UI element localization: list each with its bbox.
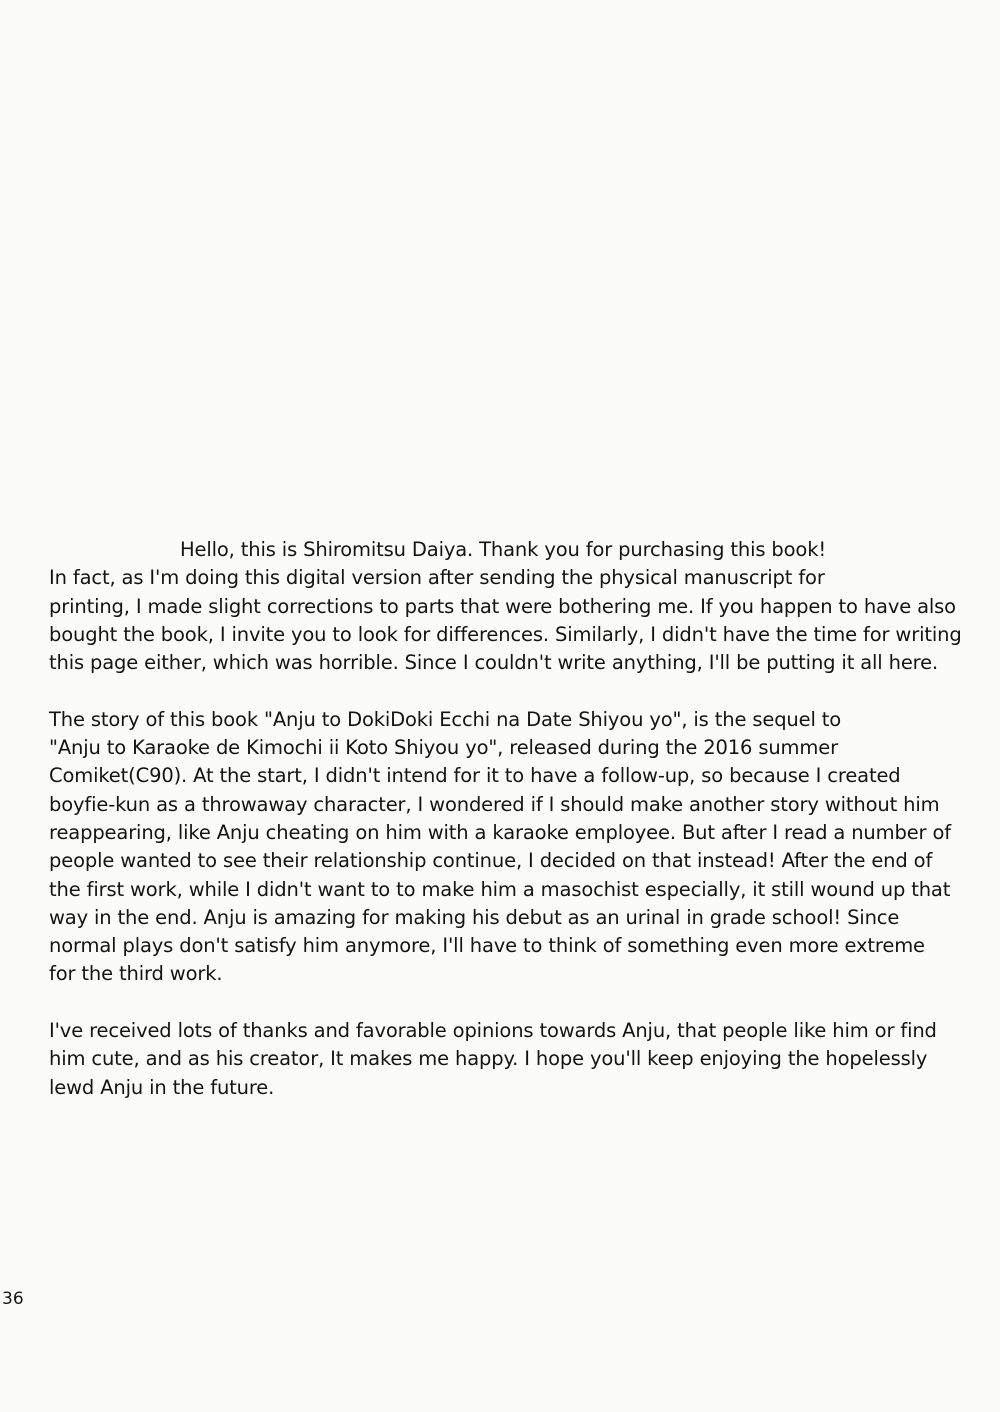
text-line: normal plays don't satisfy him anymore, I'll have to think of something even more extreme	[49, 934, 925, 958]
text-line: Comiket(C90). At the start, I didn't intend for it to have a follow-up, so because I created	[49, 764, 901, 788]
paragraph-spacer	[49, 989, 969, 1017]
text-line: bought the book, I invite you to look for differences. Similarly, I didn't have the time for writing	[49, 622, 962, 646]
text-line: printing, I made slight corrections to parts that were bothering me. If you happen to have also	[49, 594, 956, 618]
text-line: In fact, as I'm doing this digital version after sending the physical manuscript for	[49, 566, 825, 590]
text-line: way in the end. Anju is amazing for making his debut as an urinal in grade school! Since	[49, 905, 900, 929]
text-line: him cute, and as his creator, It makes me happy. I hope you'll keep enjoying the hopelessly	[49, 1047, 928, 1071]
text-line: reappearing, like Anju cheating on him with a karaoke employee. But after I read a number of	[49, 820, 951, 844]
paragraph-story	[49, 706, 969, 989]
text-line: The story of this book "Anju to DokiDoki Ecchi na Date Shiyou yo", is the sequel to	[49, 707, 842, 731]
text-line: Hello, this is Shiromitsu Daiya. Thank you for purchasing this book!	[180, 538, 827, 561]
page-number: 36	[2, 1289, 24, 1309]
paragraph-thanks	[49, 1017, 969, 1102]
text-line: boyfie-kun as a throwaway character, I wondered if I should make another story without him	[49, 792, 940, 816]
text-line: people wanted to see their relationship continue, I decided on that instead! After the end of	[49, 849, 933, 873]
paragraph-spacer	[49, 677, 969, 705]
paragraph-greeting	[49, 536, 969, 677]
afterword-text	[49, 536, 969, 1102]
text-line: lewd Anju in the future.	[49, 1075, 275, 1099]
text-line: I've received lots of thanks and favorable opinions towards Anju, that people like him or find	[49, 1019, 937, 1043]
text-line: the first work, while I didn't want to to make him a masochist especially, it still wound up that	[49, 877, 951, 901]
text-line: "Anju to Karaoke de Kimochi ii Koto Shiyou yo", released during the 2016 summer	[49, 736, 838, 760]
text-line: this page either, which was horrible. Since I couldn't write anything, I'll be putting it all here.	[49, 651, 939, 675]
text-line: for the third work.	[49, 962, 223, 986]
